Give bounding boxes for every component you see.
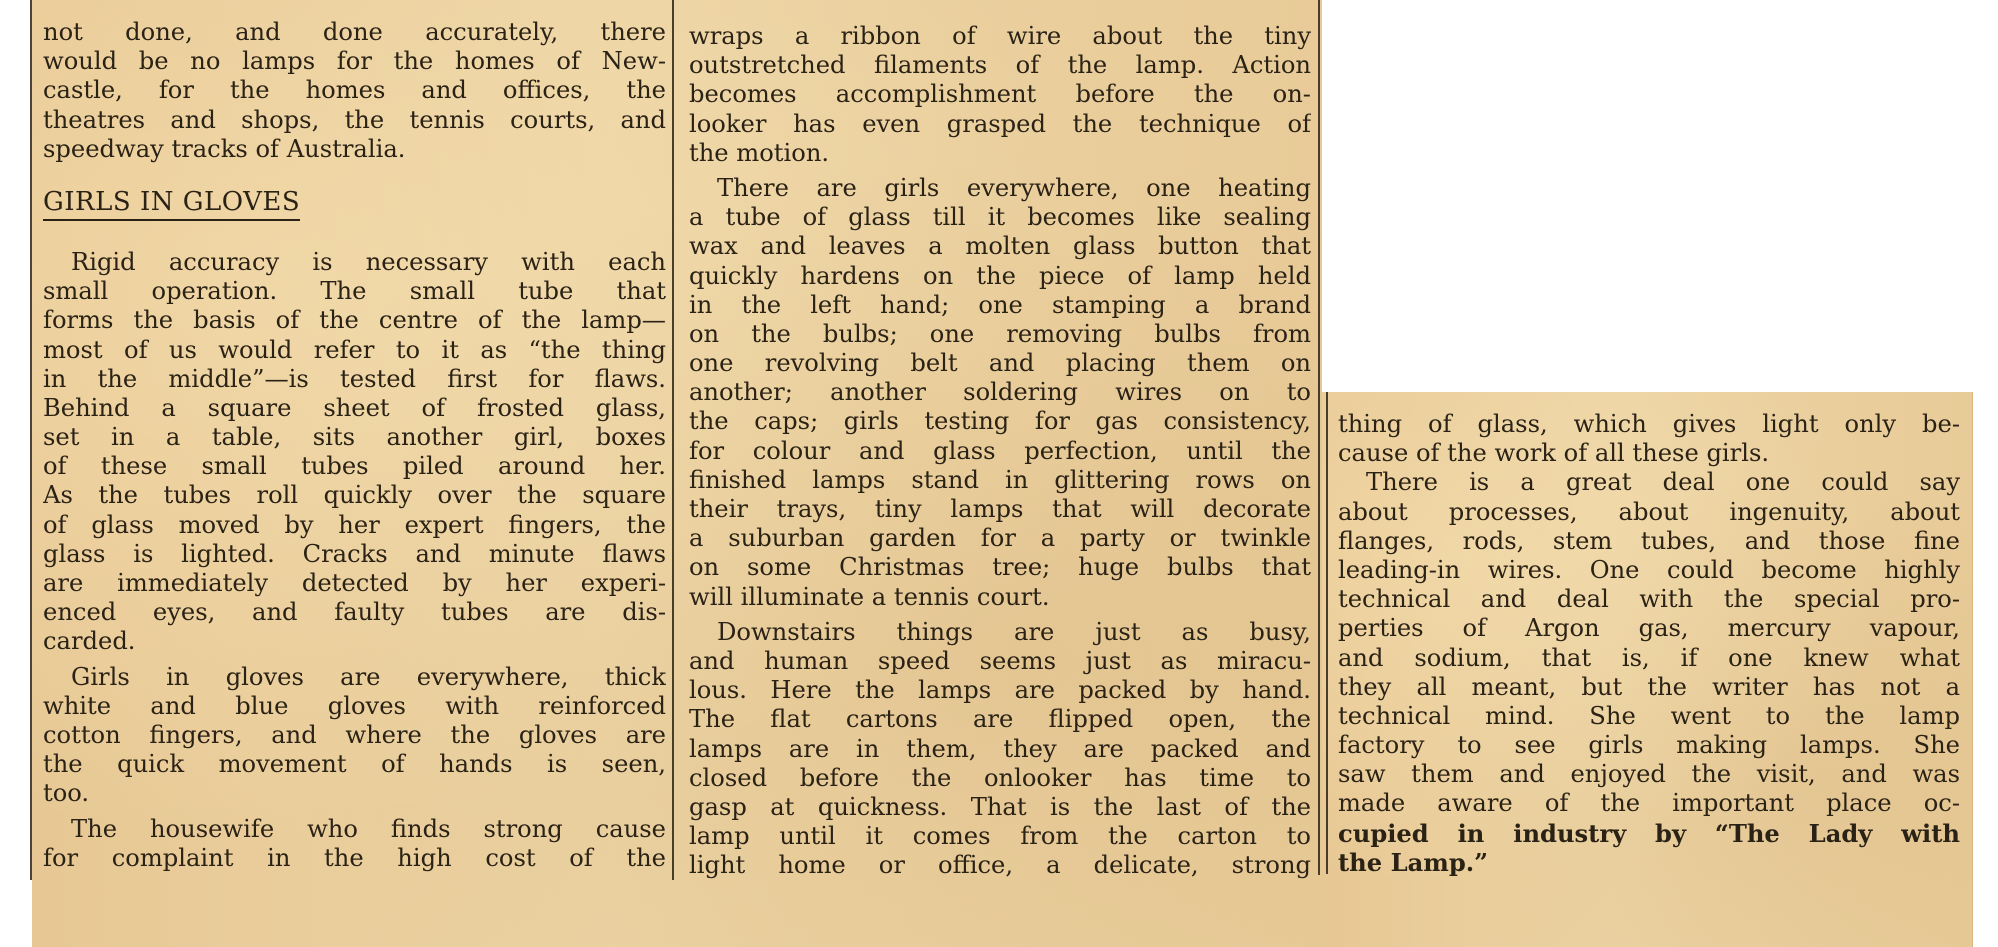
text-line: most of us would refer to it as “the thing	[43, 335, 666, 364]
text-line: technical and deal with the special pro-	[1338, 585, 1960, 614]
text-line: cause of the work of all these girls.	[1338, 439, 1770, 468]
text-line: quickly hardens on the piece of lamp held	[689, 261, 1311, 290]
text-line: theatres and shops, the tennis courts, and	[43, 105, 666, 134]
text-line: gasp at quickness. That is the last of the	[689, 792, 1311, 821]
text-line: Rigid accuracy is necessary with each	[71, 247, 666, 276]
text-line: and sodium, that is, if one knew what	[1338, 643, 1960, 672]
text-line: a tube of glass till it becomes like sealing	[689, 203, 1311, 232]
text-line: in the left hand; one stamping a brand	[689, 290, 1311, 319]
text-line: forms the basis of the centre of the lamp—	[43, 306, 666, 335]
text-line: glass is lighted. Cracks and minute flaws	[43, 539, 666, 568]
text-line: of glass moved by her expert fingers, the	[43, 510, 666, 539]
text-line: becomes accomplishment before the on-	[689, 80, 1311, 109]
text-line: lamps are in them, they are packed and	[689, 734, 1311, 763]
text-line: There is a great deal one could say	[1366, 468, 1960, 497]
text-line: castle, for the homes and offices, the	[43, 76, 666, 105]
text-line: looker has even grasped the technique of	[689, 109, 1311, 138]
text-line: lous. Here the lamps are packed by hand.	[689, 676, 1311, 705]
column-rule-1	[672, 0, 674, 880]
text-line: they all meant, but the writer has not a	[1338, 672, 1960, 701]
text-line: outstretched filaments of the lamp. Action	[689, 51, 1311, 80]
text-line: carded.	[43, 627, 136, 656]
section-heading: GIRLS IN GLOVES	[43, 188, 300, 221]
text-line: The housewife who finds strong cause	[71, 814, 666, 843]
text-line: saw them and enjoyed the visit, and was	[1338, 760, 1960, 789]
text-line: a suburban garden for a party or twinkle	[689, 524, 1311, 553]
text-line: Girls in gloves are everywhere, thick	[71, 662, 666, 691]
text-line: The flat cartons are flipped open, the	[689, 705, 1311, 734]
text-line: cotton fingers, and where the gloves are	[43, 720, 666, 749]
text-line: light home or office, a delicate, strong	[689, 851, 1311, 880]
text-line: are immediately detected by her experi-	[43, 569, 666, 597]
text-line: for colour and glass perfection, until the	[689, 436, 1311, 465]
text-line: in the middle”—is tested first for flaws.	[43, 364, 666, 393]
text-line: on the bulbs; one removing bulbs from	[689, 319, 1311, 348]
text-line: the caps; girls testing for gas consistency,	[689, 407, 1311, 436]
text-line: There are girls everywhere, one heating	[717, 173, 1311, 202]
text-line: will illuminate a tennis court.	[689, 582, 1050, 611]
text-line: factory to see girls making lamps. She	[1338, 731, 1960, 760]
text-line: another; another soldering wires on to	[689, 378, 1311, 407]
text-line: wraps a ribbon of wire about the tiny	[689, 22, 1311, 50]
text-line: small operation. The small tube that	[43, 277, 666, 306]
text-line: leading-in wires. One could become highly	[1338, 555, 1960, 584]
text-line: thing of glass, which gives light only be-	[1338, 410, 1960, 438]
text-line: closed before the onlooker has time to	[689, 763, 1311, 792]
text-line: enced eyes, and faulty tubes are dis-	[43, 598, 666, 627]
text-line: would be no lamps for the homes of New-	[43, 47, 666, 76]
text-line: the motion.	[689, 138, 830, 167]
column-rule-2	[1318, 0, 1320, 875]
text-line: flanges, rods, stem tubes, and those fine	[1338, 526, 1960, 555]
text-line: technical mind. She went to the lamp	[1338, 701, 1960, 730]
text-line: the Lamp.”	[1338, 847, 1489, 877]
text-line: one revolving belt and placing them on	[689, 349, 1311, 378]
text-line: As the tubes roll quickly over the square	[43, 481, 666, 510]
text-line: wax and leaves a molten glass button that	[689, 232, 1311, 261]
text-line: speedway tracks of Australia.	[43, 134, 406, 163]
text-line: about processes, about ingenuity, about	[1338, 497, 1960, 526]
text-line: made aware of the important place oc-	[1338, 789, 1960, 818]
text-line: on some Christmas tree; huge bulbs that	[689, 553, 1311, 582]
article-column-3	[1338, 410, 1960, 877]
text-line: cupied in industry by “The Lady with	[1338, 818, 1960, 848]
column-rule-3	[1326, 392, 1328, 874]
article-column-2	[689, 22, 1311, 880]
text-line: finished lamps stand in glittering rows on	[689, 465, 1311, 494]
text-line: white and blue gloves with reinforced	[43, 691, 666, 720]
text-line: the quick movement of hands is seen,	[43, 750, 666, 779]
text-line: set in a table, sits another girl, boxes	[43, 423, 666, 452]
text-line: their trays, tiny lamps that will decorate	[689, 495, 1311, 523]
text-line: Behind a square sheet of frosted glass,	[43, 393, 666, 422]
spacer	[43, 164, 666, 188]
heading-wrap	[43, 188, 666, 228]
text-line: Downstairs things are just as busy,	[717, 617, 1311, 646]
spacer	[43, 228, 666, 248]
text-line: perties of Argon gas, mercury vapour,	[1338, 614, 1960, 643]
column-rule-left	[30, 0, 32, 880]
article-column-1	[43, 18, 666, 873]
text-line: of these small tubes piled around her.	[43, 452, 666, 481]
text-line: too.	[43, 779, 90, 808]
text-line: for complaint in the high cost of the	[43, 843, 666, 872]
text-line: lamp until it comes from the carton to	[689, 822, 1311, 851]
text-line: and human speed seems just as miracu-	[689, 646, 1311, 675]
text-line: not done, and done accurately, there	[43, 18, 666, 46]
